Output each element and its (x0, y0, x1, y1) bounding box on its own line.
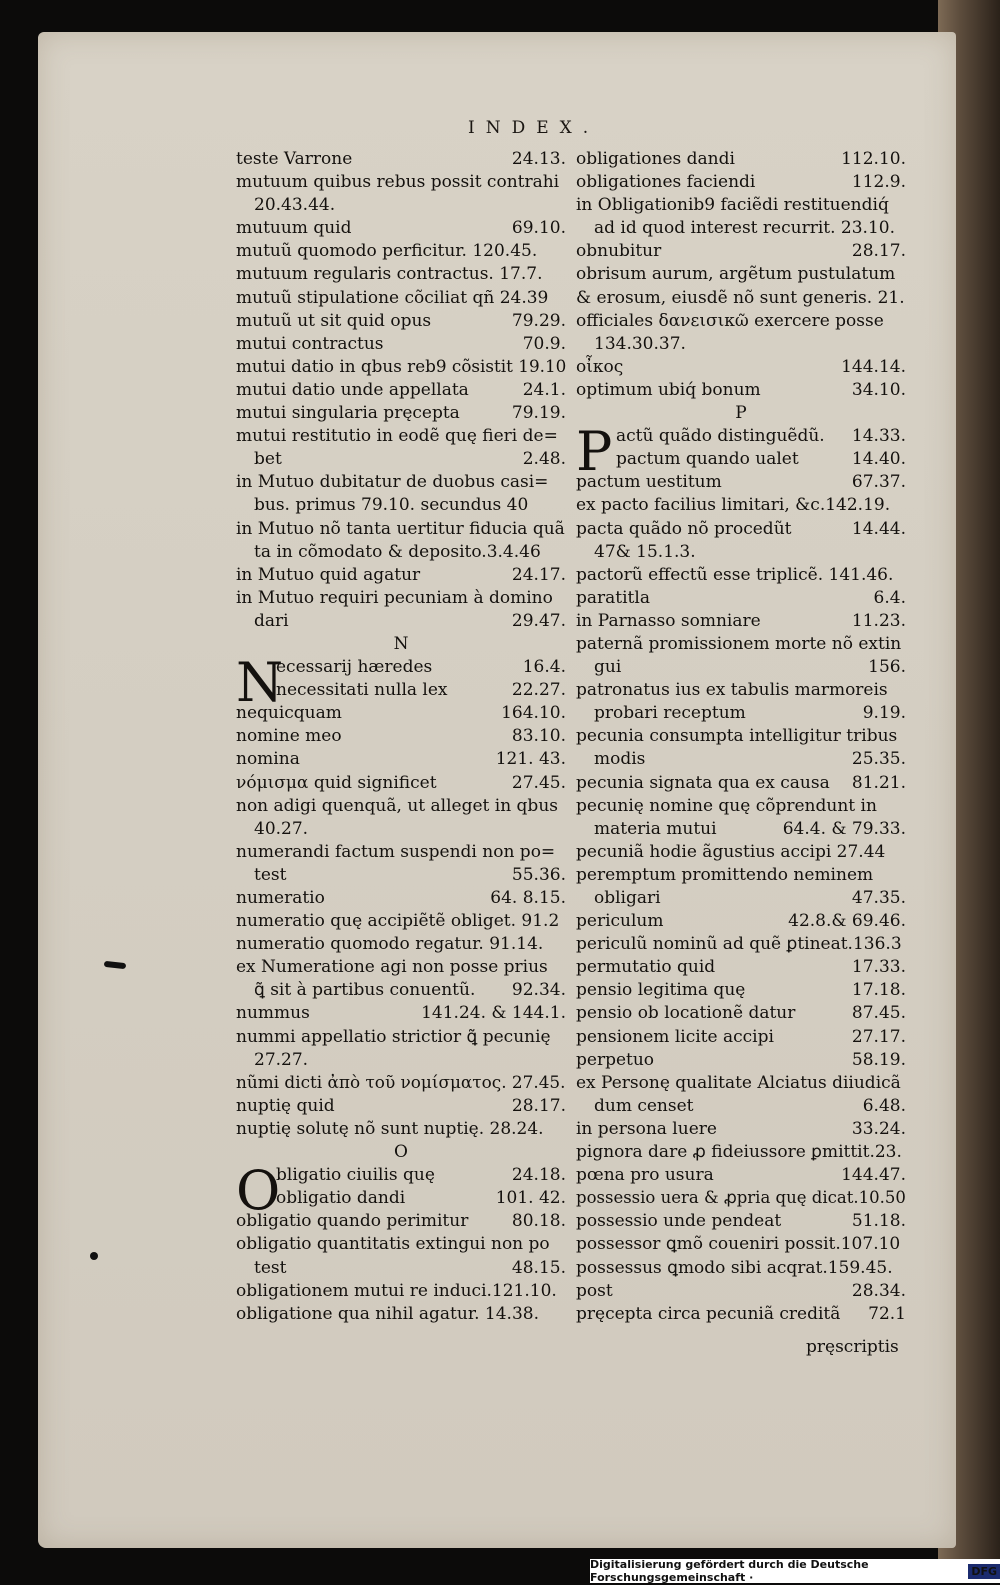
index-entry (236, 171, 566, 194)
index-entry (236, 1118, 566, 1141)
entry-term: mutui singularia pręcepta (236, 403, 460, 424)
entry-term: ex Numeratione agi non posse prius (236, 957, 548, 978)
index-entry (576, 263, 906, 286)
drop-cap: O (236, 1159, 281, 1223)
entry-reference: 24.17. (511, 564, 566, 585)
entry-term: 134.30.37. (594, 333, 686, 354)
entry-reference: 112.10. (841, 149, 906, 169)
entry-reference: 64. 8.15. (490, 888, 566, 908)
catchword: pręscriptis (806, 1337, 899, 1357)
entry-term: obrisum aurum, argẽtum pustulatum (576, 264, 896, 285)
entry-reference: 141.24. & 144.1. (421, 1003, 566, 1024)
index-entry (576, 1141, 906, 1164)
entry-term: modis (594, 749, 646, 770)
entry-reference: 17.18. (851, 980, 906, 1001)
entry-term: pactum uestitum (576, 472, 722, 493)
entry-reference: 28.17. (851, 241, 906, 262)
index-entry (236, 1280, 566, 1303)
entry-term: ta in cõmodato & deposito.3.4.46 (254, 541, 541, 562)
entry-term: possessus ꝗmodo sibi acqrat.159.45. (576, 1257, 893, 1278)
entry-term: in Parnasso somniare (576, 610, 761, 631)
entry-term: P (735, 403, 747, 424)
entry-reference: 9.19. (862, 703, 906, 724)
entry-reference: 83.10. (511, 726, 566, 747)
entry-term: ex pacto facilius limitari, &c.142.19. (576, 495, 891, 516)
index-entry (236, 679, 566, 702)
entry-term: obligatio quantitatis extingui non po (236, 1234, 550, 1255)
entry-term: ex Personę qualitate Alciatus diiudicã (576, 1072, 901, 1093)
entry-reference: 11.23. (851, 610, 906, 631)
entry-term: test (254, 1257, 287, 1278)
entry-reference: 69.10. (511, 218, 566, 239)
index-entry (576, 1233, 906, 1256)
index-entry (236, 864, 566, 887)
index-entry (236, 310, 566, 333)
entry-reference: 27.17. (851, 1026, 906, 1047)
entry-term: pignora dare ꝓ fideiussore ꝑmittit.23. (576, 1142, 902, 1163)
entry-term: paratitla (576, 587, 650, 608)
index-entry (236, 287, 566, 310)
index-entry (576, 148, 906, 171)
index-entry (576, 541, 906, 564)
index-entry (236, 263, 566, 286)
entry-term: obligationem mutui re induci.121.10. (236, 1280, 557, 1301)
index-entry (236, 194, 566, 217)
entry-term: pecuniã hodie ãgustius accipi 27.44 (576, 841, 886, 862)
entry-reference: 2.48. (522, 449, 566, 470)
index-entry (576, 1026, 906, 1049)
entry-reference: 34.10. (851, 379, 906, 400)
entry-reference: 164.10. (501, 703, 566, 724)
entry-reference: 112.9. (851, 172, 906, 193)
index-entry (576, 333, 906, 356)
index-entry (236, 841, 566, 864)
index-entry (576, 1095, 906, 1118)
entry-term: obligationes faciendi (576, 172, 756, 193)
index-entry (576, 1187, 906, 1210)
index-entry (576, 887, 906, 910)
entry-term: nuptię solutę nõ sunt nuptię. 28.24. (236, 1118, 544, 1139)
entry-term: possessio uera & ꝓpria quę dicat.10.50 (576, 1188, 906, 1209)
entry-reference: 55.36. (511, 864, 566, 885)
index-entry (576, 310, 906, 333)
entry-term: probari receptum (594, 703, 746, 724)
entry-reference: 121. 43. (495, 749, 566, 770)
entry-reference: 24.1. (522, 379, 566, 400)
entry-reference: 25.35. (851, 749, 906, 770)
entry-term: pręcepta circa pecuniã creditã (576, 1303, 841, 1324)
entry-term: 40.27. (254, 818, 309, 839)
index-entry (236, 610, 566, 633)
entry-term: numerandi factum suspendi non po= (236, 841, 556, 862)
index-entry (236, 1210, 566, 1233)
index-entry (236, 494, 566, 517)
entry-term: mutuũ stipulatione cõciliat qñ 24.39 (236, 287, 549, 308)
entry-term: pœna pro usura (576, 1165, 714, 1186)
entry-term: numeratio quomodo regatur. 91.14. (236, 934, 544, 955)
entry-term: in Mutuo quid agatur (236, 564, 421, 585)
entry-reference: 92.34. (511, 980, 566, 1001)
entry-term: mutui datio in qbus reb9 cõsistit 19.10 (236, 356, 567, 377)
entry-term: dum censet (594, 1095, 694, 1116)
entry-term: ꝗ̃ sit à partibus conuentũ. (254, 980, 476, 1001)
entry-reference: 24.18. (511, 1165, 566, 1186)
entry-reference: 58.19. (851, 1049, 906, 1070)
entry-term: in Mutuo requiri pecuniam à domino (236, 587, 553, 608)
entry-reference: 67.37. (851, 472, 906, 493)
index-entry (236, 748, 566, 771)
entry-term: pensionem licite accipi (576, 1026, 774, 1047)
margin-dot-mark (90, 1252, 98, 1260)
entry-term: nomina (236, 749, 300, 770)
entry-term: mutui datio unde appellata (236, 379, 469, 400)
entry-reference: 42.8.& 69.46. (788, 911, 906, 932)
index-entry (576, 772, 906, 795)
entry-term: O (394, 1142, 408, 1163)
index-entry (576, 748, 906, 771)
entry-term: pecunię nomine quę cõprendunt in (576, 795, 877, 816)
entry-term: teste Varrone (236, 149, 353, 169)
index-entry (576, 240, 906, 263)
index-entry (236, 818, 566, 841)
index-entry (576, 1164, 906, 1187)
index-entry (236, 518, 566, 541)
entry-term: bus. primus 79.10. secundus 40 (254, 495, 529, 516)
index-entry (576, 1280, 906, 1303)
index-entry (236, 448, 566, 471)
entry-term: νόμισμα quid significet (236, 772, 437, 793)
entry-term: mutuum quibus rebus possit contrahi (236, 172, 560, 193)
entry-term: perpetuo (576, 1049, 655, 1070)
index-entry (236, 379, 566, 402)
index-entry (576, 818, 906, 841)
entry-term: pecunia signata qua ex causa (576, 772, 830, 793)
index-entry (236, 1303, 566, 1326)
entry-reference: 16.4. (522, 657, 566, 678)
index-entry (576, 679, 906, 702)
entry-reference: 48.15. (511, 1257, 566, 1278)
entry-term: nummi appellatio strictior ꝗ̃ pecunię (236, 1026, 551, 1047)
entry-term: mutuũ ut sit quid opus (236, 310, 432, 331)
index-entry (576, 587, 906, 610)
index-entry (576, 194, 906, 217)
entry-term: 47& 15.1.3. (594, 541, 696, 562)
entry-term: mutuum regularis contractus. 17.7. (236, 264, 543, 285)
index-entry (576, 841, 906, 864)
entry-reference: 70.9. (522, 333, 566, 354)
entry-term: obligatione qua nihil agatur. 14.38. (236, 1303, 539, 1324)
index-entry (576, 564, 906, 587)
index-entry (576, 217, 906, 240)
index-entry (236, 587, 566, 610)
index-entry (576, 1002, 906, 1025)
entry-term: 20.43.44. (254, 195, 336, 216)
index-entry (236, 1026, 566, 1049)
footer-text: Digitalisierung gefördert durch die Deutsche Forschungsgemeinschaft · (590, 1558, 869, 1584)
entry-term: possessor ꝗmõ coueniri possit.107.10 (576, 1234, 901, 1255)
index-entry (236, 1233, 566, 1256)
entry-term: pecunia consumpta intelligitur tribus (576, 726, 898, 747)
entry-term: in persona luere (576, 1118, 717, 1139)
entry-reference: 17.33. (851, 957, 906, 978)
entry-reference: 29.47. (511, 610, 566, 631)
index-entry (236, 1095, 566, 1118)
entry-reference: 22.27. (511, 680, 566, 701)
index-entry (236, 795, 566, 818)
index-entry (576, 702, 906, 725)
index-entry (236, 887, 566, 910)
index-entry (236, 356, 566, 379)
index-entry (236, 217, 566, 240)
entry-reference: 14.33. (851, 426, 906, 447)
entry-term: & erosum, eiusdẽ nõ sunt generis. 21. (576, 287, 905, 308)
entry-reference: 6.4. (873, 587, 906, 608)
entry-term: periculum (576, 911, 664, 932)
entry-reference: 6.48. (862, 1095, 906, 1116)
index-entry (236, 979, 566, 1002)
entry-reference: 87.45. (851, 1003, 906, 1024)
entry-term: ecessarij hæredes (276, 657, 433, 678)
entry-term: ad id quod interest recurrit. 23.10. (594, 218, 895, 239)
index-entry (576, 610, 906, 633)
index-entry (576, 356, 906, 379)
index-entry (236, 333, 566, 356)
index-entry (576, 379, 906, 402)
entry-term: officiales δανεισικῶ exercere posse (576, 310, 884, 331)
index-entry (576, 1303, 906, 1326)
entry-term: necessitati nulla lex (276, 680, 448, 701)
entry-term: pactum quando ualet (616, 449, 799, 470)
entry-reference: 28.17. (511, 1095, 566, 1116)
entry-reference: 72.1 (868, 1303, 906, 1324)
entry-term: bligatio ciuilis quę (276, 1165, 435, 1186)
index-entry (236, 402, 566, 425)
index-entry (236, 1049, 566, 1072)
entry-term: obnubitur (576, 241, 662, 262)
index-entry (236, 956, 566, 979)
entry-term: mutuum quid (236, 218, 352, 239)
entry-reference: 64.4. & 79.33. (782, 818, 906, 839)
entry-term: test (254, 864, 287, 885)
entry-reference: 144.47. (841, 1165, 906, 1186)
entry-term: obligari (594, 888, 661, 908)
index-entry (576, 494, 906, 517)
entry-reference: 81.21. (851, 772, 906, 793)
entry-term: mutui contractus (236, 333, 384, 354)
entry-term: patronatus ius ex tabulis marmoreis (576, 680, 888, 701)
entry-term: N (393, 633, 409, 654)
entry-term: nomine meo (236, 726, 342, 747)
entry-term: mutuũ quomodo perficitur. 120.45. (236, 241, 538, 262)
entry-term: nequicquam (236, 703, 342, 724)
entry-term: obligatio quando perimitur (236, 1211, 469, 1232)
entry-term: permutatio quid (576, 957, 716, 978)
index-entry (576, 518, 906, 541)
entry-reference: 14.44. (851, 518, 906, 539)
entry-term: 27.27. (254, 1049, 309, 1070)
entry-term: in Mutuo dubitatur de duobus casi= (236, 472, 549, 493)
entry-reference: 47.35. (851, 888, 906, 908)
index-entry (236, 240, 566, 263)
entry-term: paternã promissionem morte nõ extin (576, 633, 902, 654)
entry-term: optimum ubiq́ bonum (576, 379, 761, 400)
index-entry (576, 933, 906, 956)
index-entry (576, 1049, 906, 1072)
entry-reference: 14.40. (851, 449, 906, 470)
entry-term: gui (594, 657, 622, 678)
index-entry (576, 471, 906, 494)
drop-cap: N (236, 651, 284, 715)
page-header: INDEX. (468, 118, 600, 138)
entry-term: dari (254, 610, 289, 631)
entry-term: pacta quãdo nõ procedũt (576, 518, 792, 539)
entry-reference: 28.34. (851, 1280, 906, 1301)
entry-reference: 27.45. (511, 772, 566, 793)
entry-reference: 156. (868, 657, 906, 678)
index-column-left (236, 148, 566, 1326)
index-entry (236, 772, 566, 795)
entry-term: nummus (236, 1003, 310, 1024)
index-entry (236, 1257, 566, 1280)
index-entry (236, 1002, 566, 1025)
entry-term: pensio legitima quę (576, 980, 746, 1001)
section-letter (236, 1141, 566, 1164)
index-entry (576, 979, 906, 1002)
entry-term: nũmi dicti ἀπὸ τοῦ νομίσματος. 27.45. (236, 1072, 566, 1093)
index-entry (576, 448, 906, 471)
dfg-logo: DFG (968, 1564, 1000, 1579)
index-entry (576, 1210, 906, 1233)
index-entry (236, 910, 566, 933)
entry-term: post (576, 1280, 613, 1301)
entry-term: actũ quãdo distinguẽdũ. (616, 426, 825, 447)
entry-term: in Obligationib9 faciẽdi restituendiq́ (576, 195, 889, 216)
index-entry (236, 425, 566, 448)
index-entry (236, 1072, 566, 1095)
index-entry (236, 148, 566, 171)
index-entry (576, 1257, 906, 1280)
index-entry (236, 1187, 566, 1210)
entry-term: materia mutui (594, 818, 717, 839)
entry-term: periculũ nominũ ad quẽ ꝑtineat.136.3 (576, 934, 902, 955)
entry-reference: 79.19. (511, 403, 566, 424)
index-entry (236, 541, 566, 564)
index-entry (576, 287, 906, 310)
entry-reference: 33.24. (851, 1118, 906, 1139)
entry-term: numeratio (236, 888, 325, 908)
entry-term: non adigi quenquã, ut alleget in qbus (236, 795, 558, 816)
index-entry (236, 725, 566, 748)
entry-term: possessio unde pendeat (576, 1211, 782, 1232)
entry-reference: 80.18. (511, 1211, 566, 1232)
index-entry (576, 910, 906, 933)
entry-reference: 79.29. (511, 310, 566, 331)
index-entry (576, 633, 906, 656)
entry-term: οἶκος (576, 356, 624, 377)
index-entry (236, 564, 566, 587)
section-letter (576, 402, 906, 425)
section-letter (236, 633, 566, 656)
entry-term: numeratio quę accipiẽtẽ obliget. 91.2 (236, 911, 560, 932)
index-entry (576, 956, 906, 979)
entry-term: obligatio dandi (276, 1188, 406, 1209)
index-entry (236, 702, 566, 725)
index-entry (576, 171, 906, 194)
index-entry (236, 471, 566, 494)
entry-reference: 24.13. (511, 149, 566, 169)
index-entry (576, 795, 906, 818)
index-entry (576, 656, 906, 679)
entry-term: pactorũ effectũ esse triplicẽ. 141.46. (576, 564, 894, 585)
entry-term: obligationes dandi (576, 149, 735, 169)
index-entry (576, 1072, 906, 1095)
entry-term: peremptum promittendo neminem (576, 864, 874, 885)
index-entry (576, 1118, 906, 1141)
entry-reference: 101. 42. (495, 1188, 566, 1209)
entry-term: mutui restitutio in eodẽ quę fieri de= (236, 426, 558, 447)
index-entry (576, 864, 906, 887)
index-entry (236, 933, 566, 956)
digitization-footer (590, 1559, 1000, 1583)
entry-term: pensio ob locationẽ datur (576, 1003, 796, 1024)
entry-term: bet (254, 449, 282, 470)
entry-term: nuptię quid (236, 1095, 335, 1116)
index-entry (576, 725, 906, 748)
entry-reference: 144.14. (841, 356, 906, 377)
index-column-right (576, 148, 906, 1326)
drop-cap: P (576, 420, 613, 484)
entry-reference: 51.18. (851, 1211, 906, 1232)
entry-term: in Mutuo nõ tanta uertitur fiducia quã (236, 518, 565, 539)
